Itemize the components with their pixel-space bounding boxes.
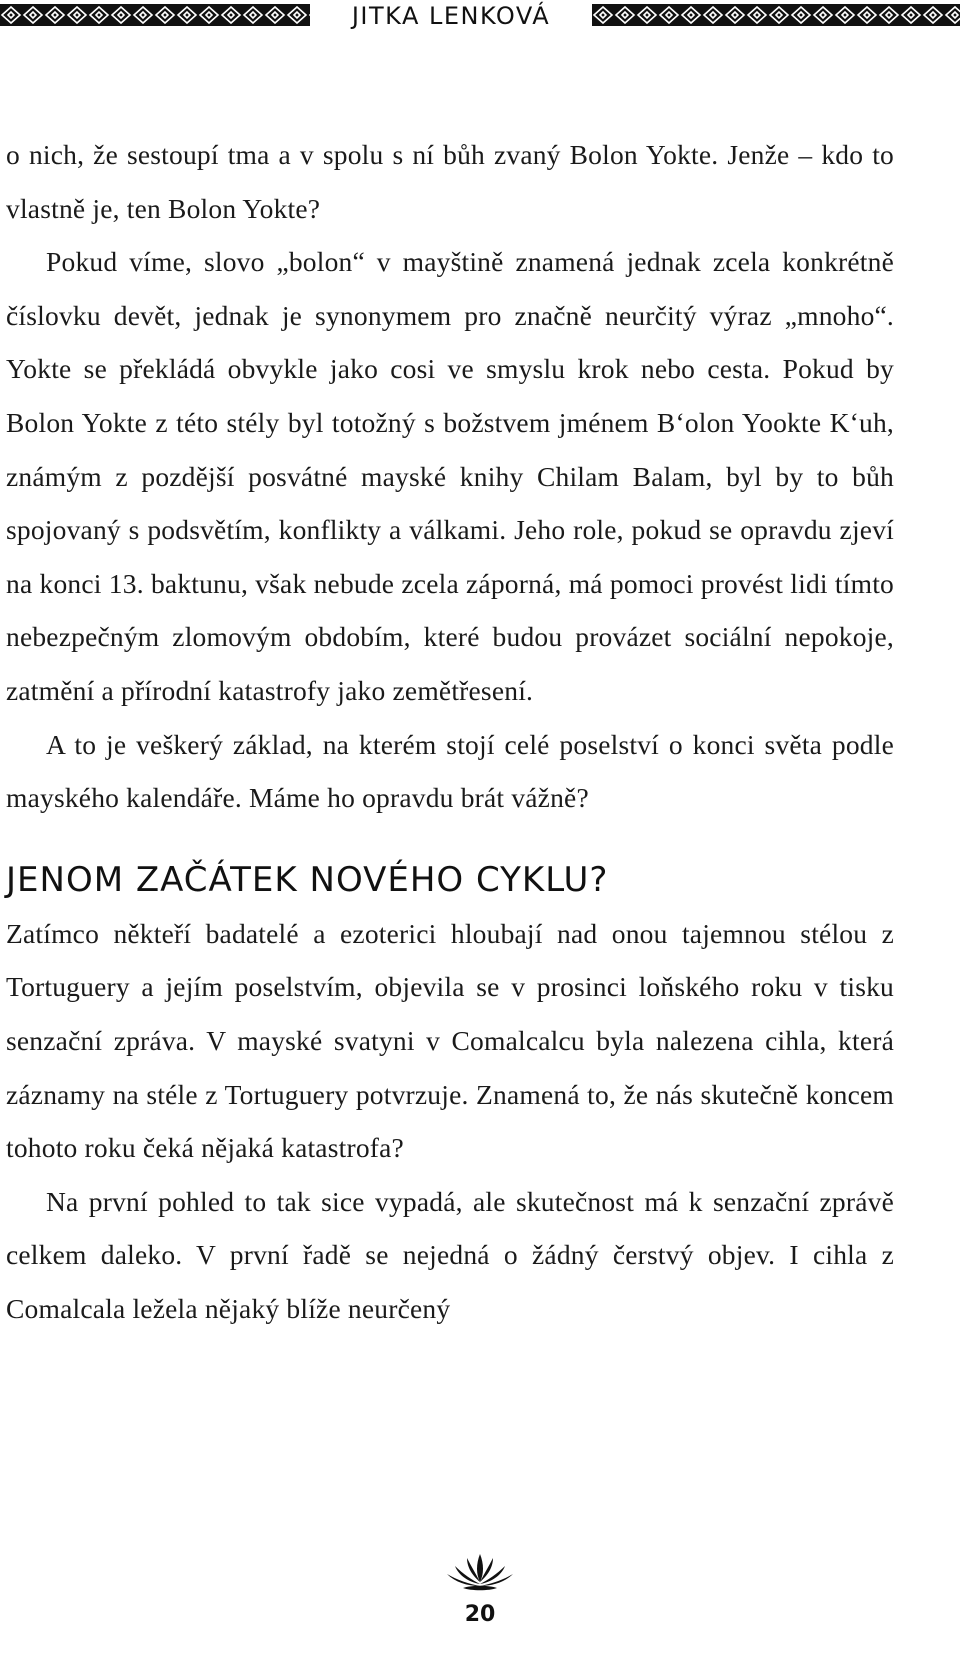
aztec-ornament-band-right [592, 4, 960, 26]
lotus-icon [445, 1548, 515, 1598]
page-number: 20 [464, 1602, 496, 1627]
aztec-ornament-band-left [0, 4, 310, 26]
body-paragraph-5: Na první pohled to tak sice vypadá, ale skutečnost má k senzační zprávě celkem daleko. V první řadě se nejedná o žádný čerstvý objev. I cihla z Comalcala ležela nějaký blíže neurčený [6, 1185, 894, 1324]
body-paragraph-3: A to je veškerý základ, na kterém stojí celé poselství o konci světa podle mayského kalendáře. Máme ho opravdu brát vážně? [6, 728, 894, 814]
body-paragraph-1: o nich, že sestoupí tma a v spolu s ní bůh zvaný Bolon Yokte. Jenže – kdo to vlastně je, ten Bolon Yokte? [6, 139, 894, 224]
page-body [6, 128, 894, 1335]
page-footer [0, 1548, 960, 1627]
running-head-title: JITKA LENKOVÁ [351, 2, 551, 30]
section-heading: JENOM ZAČÁTEK NOVÉHO CYKLU? [6, 859, 609, 900]
running-head [0, 0, 960, 34]
body-paragraph-2: Pokud víme, slovo „bolon“ v mayštině znamená jednak zcela konkrétně číslovku devět, jednak je synonymem pro značně neurčitý výraz „mnoho“. Yokte se překládá obvykle jako cosi ve smyslu krok nebo cesta. Pokud by Bolon Yokte z této stély byl totožný s božstvem jménem Bʻolon Yookte Kʻuh, známým z pozdější posvátné mayské knihy Chilam Balam, byl by to bůh spojovaný s podsvětím, konflikty a válkami. Jeho role, pokud se opravdu zjeví na konci 13. baktunu, však nebude zcela záporná, má pomoci provést lidi tímto nebezpečným zlomovým obdobím, které budou provázet sociální nepokoje, zatmění a přírodní katastrofy jako zemětřesení. [6, 246, 894, 706]
body-paragraph-4: Zatímco někteří badatelé a ezoterici hloubají nad onou tajemnou stélou z Tortuguery a jejím poselstvím, objevila se v prosinci loňského roku v tisku senzační zpráva. V mayské svatyni v Comalcalcu byla nalezena cihla, která záznamy na stéle z Tortuguery potvrzuje. Znamená to, že nás skutečně koncem tohoto roku čeká nějaká katastrofa? [6, 917, 894, 1164]
